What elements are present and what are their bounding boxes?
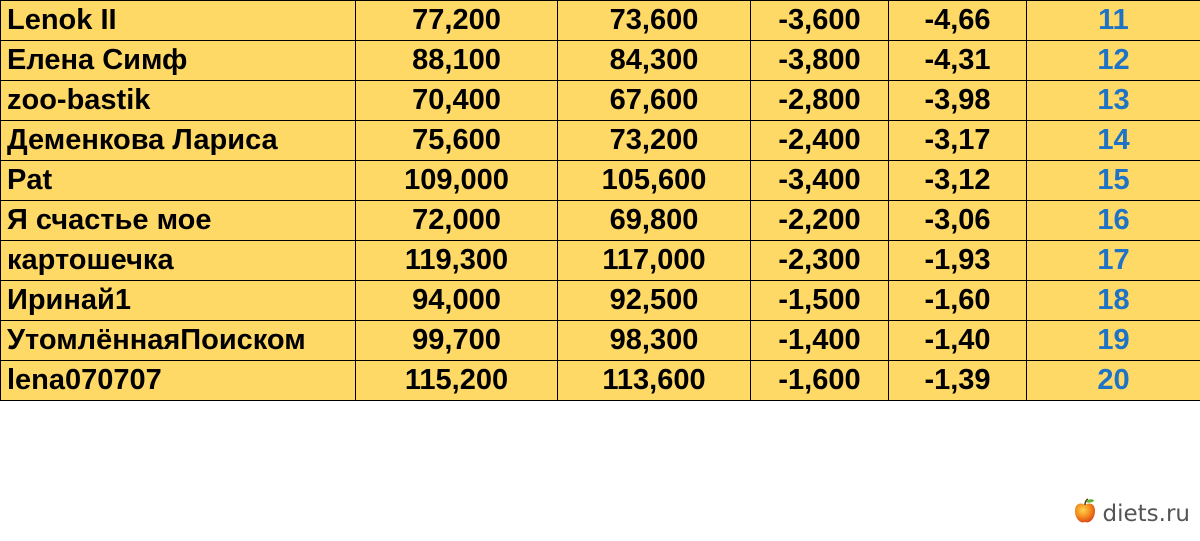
site-logo (1072, 497, 1191, 530)
table-row (1, 1, 1200, 41)
table-row (1, 161, 1200, 201)
current-weight-cell: 69,800 (558, 201, 751, 241)
participant-name-cell: Я счастье мое (1, 201, 356, 241)
start-weight-cell: 119,300 (356, 241, 558, 281)
current-weight-cell: 84,300 (558, 41, 751, 81)
weight-difference-cell: -2,800 (751, 81, 889, 121)
percent-change-cell: -3,17 (889, 121, 1027, 161)
weight-difference-cell: -1,400 (751, 321, 889, 361)
start-weight-cell: 77,200 (356, 1, 558, 41)
table-row (1, 201, 1200, 241)
table-row (1, 121, 1200, 161)
apple-icon (1072, 497, 1098, 530)
participant-name-cell: Иринай1 (1, 281, 356, 321)
participant-name-cell: lena070707 (1, 361, 356, 401)
participant-name-cell: УтомлённаяПоиском (1, 321, 356, 361)
place-cell: 20 (1027, 361, 1200, 401)
percent-change-cell: -4,31 (889, 41, 1027, 81)
place-cell: 16 (1027, 201, 1200, 241)
table-body (1, 1, 1200, 401)
current-weight-cell: 92,500 (558, 281, 751, 321)
place-cell: 13 (1027, 81, 1200, 121)
weight-difference-cell: -2,400 (751, 121, 889, 161)
start-weight-cell: 70,400 (356, 81, 558, 121)
start-weight-cell: 75,600 (356, 121, 558, 161)
current-weight-cell: 98,300 (558, 321, 751, 361)
current-weight-cell: 117,000 (558, 241, 751, 281)
place-cell: 15 (1027, 161, 1200, 201)
weight-difference-cell: -1,600 (751, 361, 889, 401)
current-weight-cell: 67,600 (558, 81, 751, 121)
place-cell: 14 (1027, 121, 1200, 161)
percent-change-cell: -1,40 (889, 321, 1027, 361)
percent-change-cell: -1,39 (889, 361, 1027, 401)
participant-name-cell: Елена Симф (1, 41, 356, 81)
percent-change-cell: -3,12 (889, 161, 1027, 201)
current-weight-cell: 105,600 (558, 161, 751, 201)
place-cell: 18 (1027, 281, 1200, 321)
weight-difference-cell: -3,400 (751, 161, 889, 201)
participant-name-cell: Деменкова Лариса (1, 121, 356, 161)
start-weight-cell: 72,000 (356, 201, 558, 241)
participant-name-cell: Pat (1, 161, 356, 201)
start-weight-cell: 99,700 (356, 321, 558, 361)
table-row (1, 241, 1200, 281)
percent-change-cell: -3,06 (889, 201, 1027, 241)
table-row (1, 41, 1200, 81)
current-weight-cell: 113,600 (558, 361, 751, 401)
weight-difference-cell: -3,800 (751, 41, 889, 81)
current-weight-cell: 73,600 (558, 1, 751, 41)
percent-change-cell: -4,66 (889, 1, 1027, 41)
place-cell: 17 (1027, 241, 1200, 281)
percent-change-cell: -3,98 (889, 81, 1027, 121)
weight-difference-cell: -3,600 (751, 1, 889, 41)
weight-difference-cell: -1,500 (751, 281, 889, 321)
current-weight-cell: 73,200 (558, 121, 751, 161)
participant-name-cell: zoo-bastik (1, 81, 356, 121)
table-row (1, 281, 1200, 321)
weight-difference-cell: -2,300 (751, 241, 889, 281)
start-weight-cell: 94,000 (356, 281, 558, 321)
place-cell: 19 (1027, 321, 1200, 361)
participant-name-cell: картошечка (1, 241, 356, 281)
percent-change-cell: -1,60 (889, 281, 1027, 321)
table-row (1, 361, 1200, 401)
table-row (1, 81, 1200, 121)
start-weight-cell: 115,200 (356, 361, 558, 401)
percent-change-cell: -1,93 (889, 241, 1027, 281)
start-weight-cell: 109,000 (356, 161, 558, 201)
table-row (1, 321, 1200, 361)
start-weight-cell: 88,100 (356, 41, 558, 81)
participant-name-cell: Lenok II (1, 1, 356, 41)
logo-text: diets.ru (1102, 500, 1190, 527)
weight-difference-cell: -2,200 (751, 201, 889, 241)
place-cell: 11 (1027, 1, 1200, 41)
place-cell: 12 (1027, 41, 1200, 81)
